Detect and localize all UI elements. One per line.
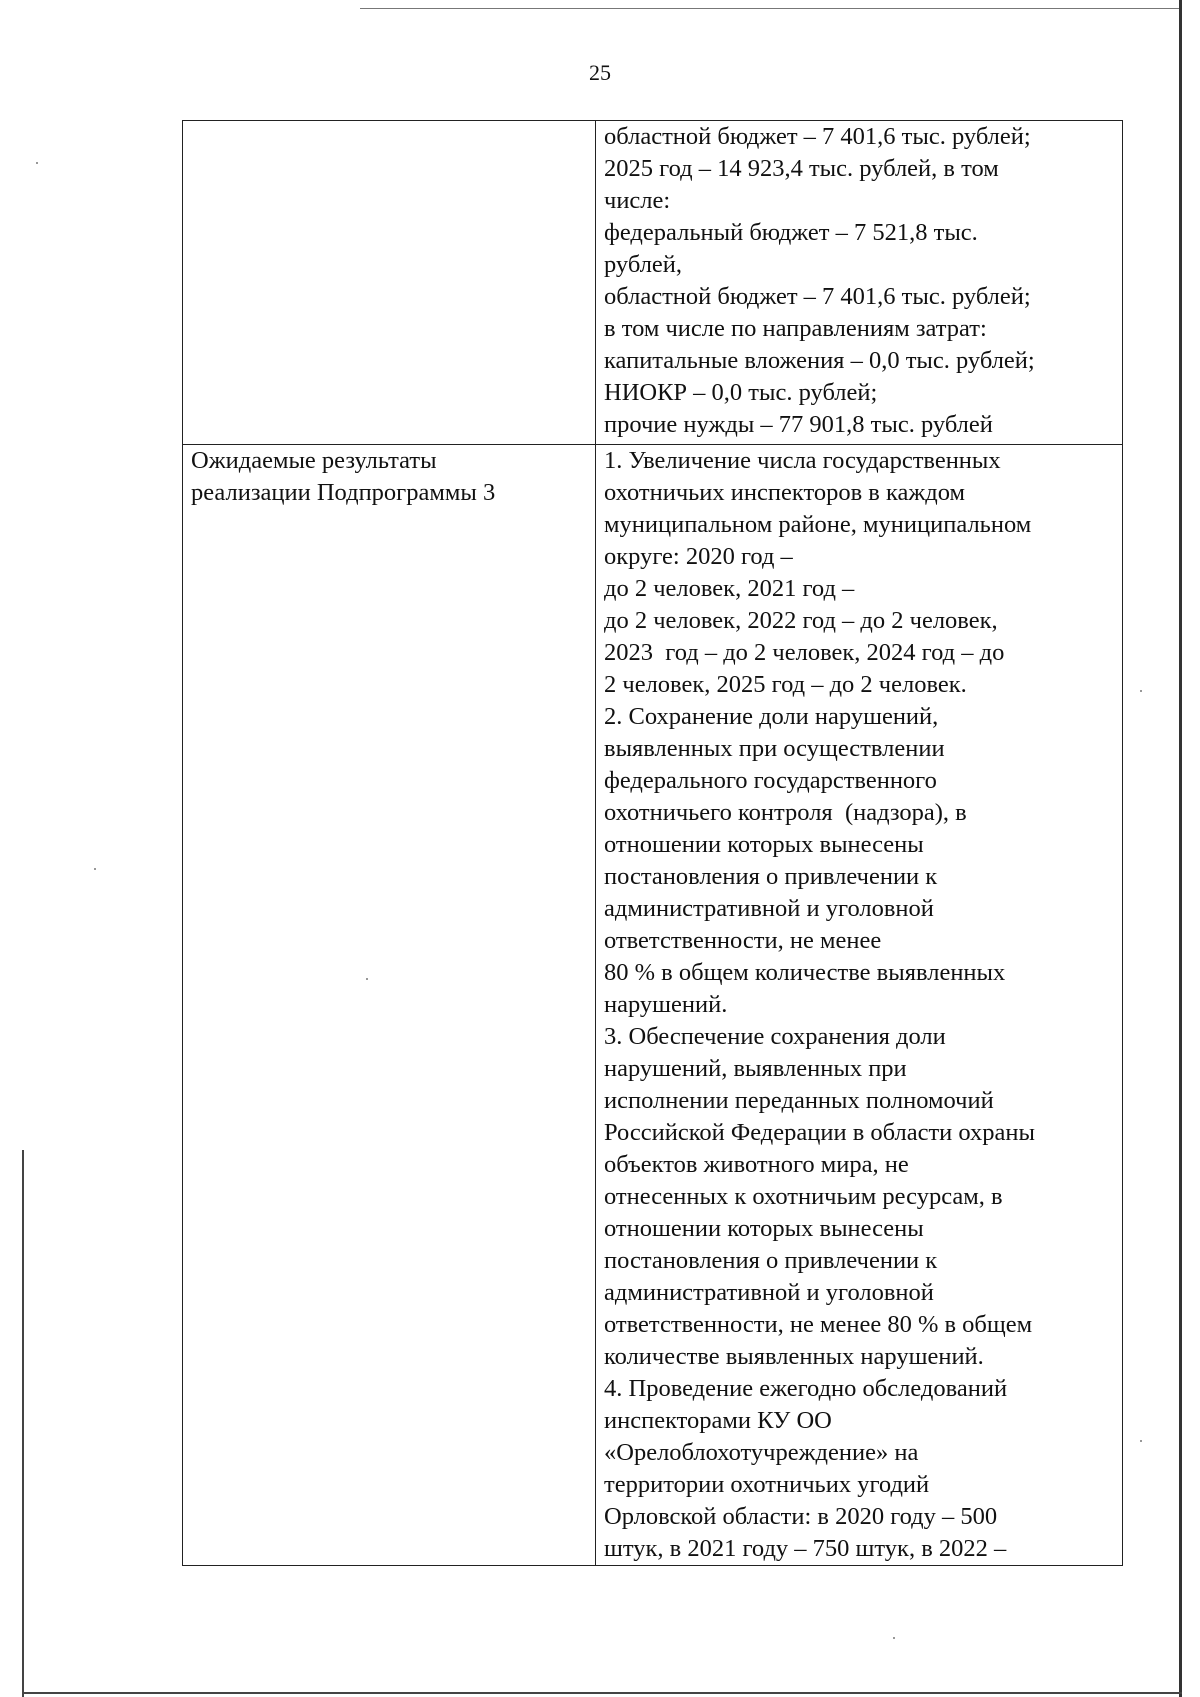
scan-speck [1140,1440,1142,1442]
text-line: ответственности, не менее [604,927,882,954]
table-row [183,121,1123,445]
scan-speck [36,162,38,164]
text-line: 1. Увеличение числа государственных [604,447,1001,474]
text-line: 2. Сохранение доли нарушений, [604,703,939,730]
text-line: 2 человек, 2025 год – до 2 человек. [604,671,967,698]
scan-edge-bottom [22,1692,1182,1694]
text-line: штук, в 2021 году – 750 штук, в 2022 – [604,1535,1007,1562]
table-cell-results-label [183,445,596,1566]
text-line: числе: [604,187,671,214]
text-line: постановления о привлечении к [604,1247,938,1274]
table-row [183,445,1123,1566]
table-cell-funding [596,121,1123,445]
text-line: прочие нужды – 77 901,8 тыс. рублей [604,411,993,438]
text-line: охотничьего контроля (надзора), в [604,799,967,826]
scan-edge-left [22,1150,24,1697]
text-line: рублей, [604,251,683,278]
text-line: охотничьих инспекторов в каждом [604,479,966,506]
scan-edge-top [360,8,1182,9]
text-line: в том числе по направлениям затрат: [604,315,987,342]
page-number: 25 [589,60,611,85]
text-line: реализации Подпрограммы 3 [191,479,496,506]
text-line: областной бюджет – 7 401,6 тыс. рублей; [604,123,1031,150]
text-line: 80 % в общем количестве выявленных [604,959,1006,986]
text-line: Российской Федерации в области охраны [604,1119,1035,1146]
text-line: нарушений, выявленных при [604,1055,907,1082]
scan-edge-right [1179,0,1182,1697]
cell-text [604,121,1116,441]
text-line: количестве выявленных нарушений. [604,1343,984,1370]
table-cell-results-text [596,445,1123,1566]
text-line: исполнении переданных полномочий [604,1087,994,1114]
text-line: областной бюджет – 7 401,6 тыс. рублей; [604,283,1031,310]
text-line: административной и уголовной [604,1279,934,1306]
cell-text [604,445,1116,1565]
text-line: округе: 2020 год – [604,543,793,570]
text-line: до 2 человек, 2022 год – до 2 человек, [604,607,998,634]
text-line: постановления о привлечении к [604,863,938,890]
text-line: федеральный бюджет – 7 521,8 тыс. [604,219,978,246]
cell-text [191,445,589,509]
scan-speck [1140,690,1142,692]
text-line: до 2 человек, 2021 год – [604,575,855,602]
document-table [182,120,1123,1566]
text-line: Ожидаемые результаты [191,447,437,474]
text-line: Орловской области: в 2020 году – 500 [604,1503,998,1530]
text-line: 2025 год – 14 923,4 тыс. рублей, в том [604,155,999,182]
text-line: выявленных при осуществлении [604,735,945,762]
text-line: федерального государственного [604,767,937,794]
text-line: НИОКР – 0,0 тыс. рублей; [604,379,878,406]
text-line: территории охотничьих угодий [604,1471,930,1498]
text-line: «Орелоблохотучреждение» на [604,1439,919,1466]
text-line: ответственности, не менее 80 % в общем [604,1311,1033,1338]
text-line: капитальные вложения – 0,0 тыс. рублей; [604,347,1035,374]
text-line: муниципальном районе, муниципальном [604,511,1032,538]
text-line: отношении которых вынесены [604,1215,924,1242]
text-line: объектов животного мира, не [604,1151,909,1178]
text-line: отнесенных к охотничьим ресурсам, в [604,1183,1003,1210]
text-line: 4. Проведение ежегодно обследований [604,1375,1008,1402]
text-line: 2023 год – до 2 человек, 2024 год – до [604,639,1005,666]
text-line: отношении которых вынесены [604,831,924,858]
text-line: 3. Обеспечение сохранения доли [604,1023,946,1050]
table-cell-left-empty [183,121,596,445]
text-line: нарушений. [604,991,728,1018]
text-line: инспекторами КУ ОО [604,1407,832,1434]
scan-speck [893,1637,895,1639]
scan-speck [94,868,96,870]
text-line: административной и уголовной [604,895,934,922]
